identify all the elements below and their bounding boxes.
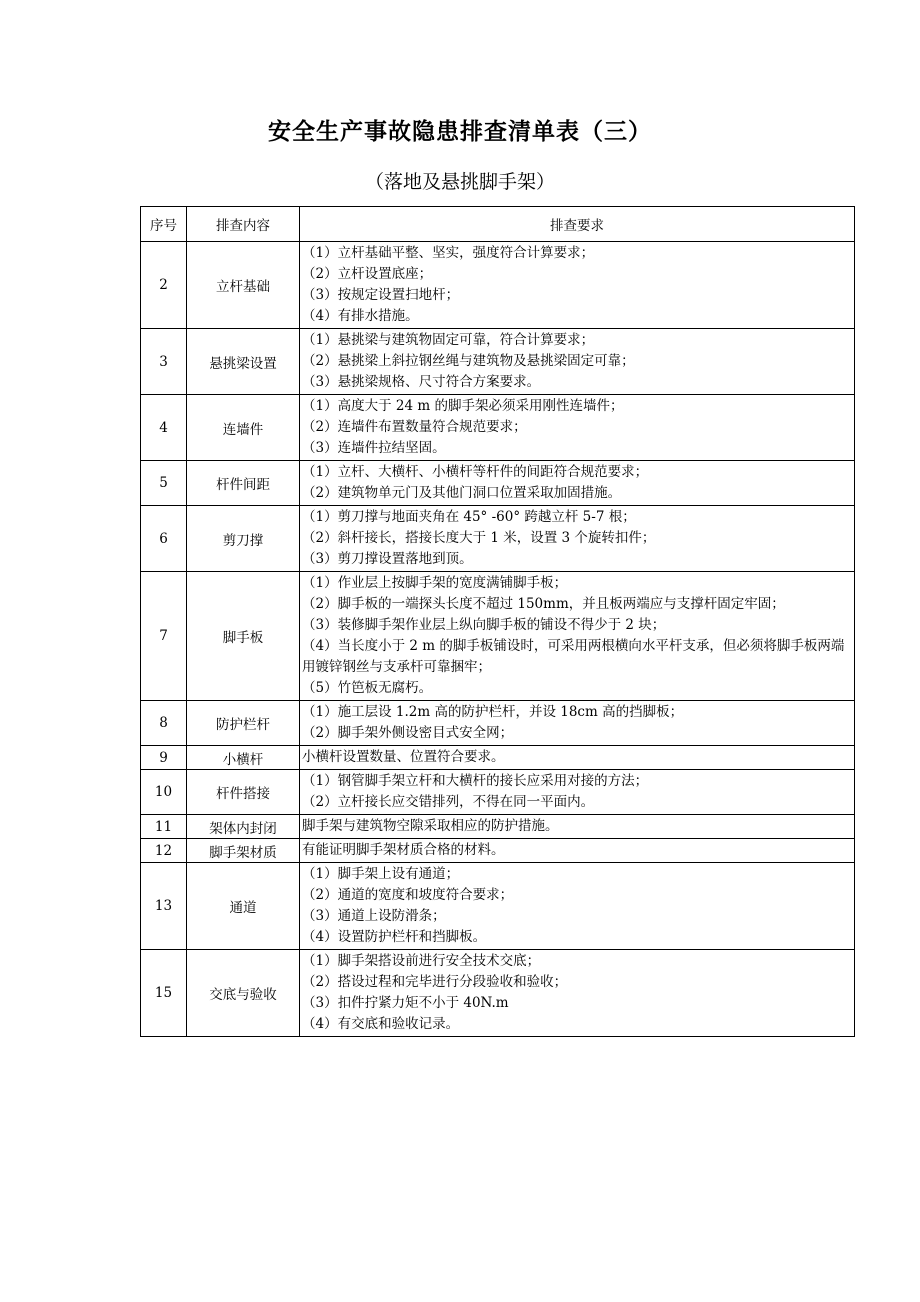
requirements-cell [300,329,855,395]
inspection-item: 脚手板 [187,572,300,701]
requirements-cell [300,950,855,1037]
requirements-cell [300,701,855,746]
requirement-line: （2）斜杆接长，搭接长度大于 1 米，设置 3 个旋转扣件； [302,530,656,546]
inspection-item: 通道 [187,863,300,950]
requirement-line: （4）设置防护栏杆和挡脚板。 [302,929,487,945]
table-row [141,506,855,572]
requirement-line: （2）脚手板的一端探头长度不超过 150mm，并且板两端应与支撑杆固定牢固； [302,596,785,612]
table-row [141,863,855,950]
requirement-line: （1）脚手架上设有通道； [302,866,460,882]
requirement-line: （1）高度大于 24 m 的脚手架必须采用刚性连墙件； [302,398,624,414]
inspection-item: 脚手架材质 [187,839,300,863]
table-row [141,329,855,395]
requirement-line: （2）建筑物单元门及其他门洞口位置采取加固措施。 [302,485,622,501]
requirement-line: （1）立杆基础平整、坚实，强度符合计算要求； [302,245,595,261]
inspection-item: 连墙件 [187,395,300,461]
table-row [141,572,855,701]
requirements-cell [300,770,855,815]
requirement-line: （2）通道的宽度和坡度符合要求； [302,887,514,903]
requirement-line: 小横杆设置数量、位置符合要求。 [302,749,505,765]
table-row [141,746,855,770]
requirement-line: （1）悬挑梁与建筑物固定可靠，符合计算要求； [302,332,595,348]
row-number: 4 [141,395,187,461]
inspection-item: 交底与验收 [187,950,300,1037]
requirement-line: （4）有交底和验收记录。 [302,1016,460,1032]
table-row [141,770,855,815]
requirement-line: （1）剪刀撑与地面夹角在 45° -60° 跨越立杆 5-7 根； [302,509,636,525]
inspection-item: 剪刀撑 [187,506,300,572]
table-row [141,395,855,461]
requirements-cell [300,461,855,506]
inspection-item: 悬挑梁设置 [187,329,300,395]
inspection-item: 防护栏杆 [187,701,300,746]
requirement-line: （1）作业层上按脚手架的宽度满铺脚手板； [302,575,568,591]
requirement-line: （3）装修脚手架作业层上纵向脚手板的铺设不得少于 2 块； [302,617,666,633]
requirement-line: （2）搭设过程和完毕进行分段验收和验收； [302,974,568,990]
inspection-item: 杆件间距 [187,461,300,506]
table-row [141,242,855,329]
header-no: 序号 [141,207,187,242]
row-number: 6 [141,506,187,572]
requirement-line: （3）悬挑梁规格、尺寸符合方案要求。 [302,374,541,390]
requirements-cell [300,746,855,770]
requirements-cell [300,506,855,572]
requirement-line: （4）当长度小于 2 m 的脚手板铺设时，可采用两根横向水平杆支承，但必须将脚手板两端用镀锌钢丝与支承杆可靠捆牢； [302,638,845,675]
table-body [141,242,855,1037]
row-number: 12 [141,839,187,863]
requirement-line: 脚手架与建筑物空隙采取相应的防护措施。 [302,818,559,834]
inspection-item: 小横杆 [187,746,300,770]
requirements-cell [300,572,855,701]
row-number: 11 [141,815,187,839]
header-requirements: 排查要求 [300,207,855,242]
table-header-row [141,207,855,242]
requirement-line: （2）悬挑梁上斜拉钢丝绳与建筑物及悬挑梁固定可靠； [302,353,635,369]
inspection-item: 架体内封闭 [187,815,300,839]
row-number: 3 [141,329,187,395]
requirement-line: （1）脚手架搭设前进行安全技术交底； [302,953,541,969]
requirement-line: （2）立杆设置底座； [302,266,433,282]
table-row [141,815,855,839]
requirement-line: （3）扣件拧紧力矩不小于 40N.m [302,995,509,1011]
table-row [141,701,855,746]
requirement-line: （1）施工层设 1.2m 高的防护栏杆，并设 18cm 高的挡脚板； [302,704,684,720]
inspection-item: 杆件搭接 [187,770,300,815]
row-number: 10 [141,770,187,815]
requirement-line: （1）立杆、大横杆、小横杆等杆件的间距符合规范要求； [302,464,649,480]
requirements-cell [300,395,855,461]
page-subtitle: （落地及悬挑脚手架） [364,171,555,193]
requirement-line: （2）脚手架外侧设密目式安全网； [302,725,514,741]
table-row [141,950,855,1037]
requirements-cell [300,863,855,950]
table-row [141,461,855,506]
requirement-line: （3）按规定设置扫地杆； [302,287,460,303]
requirement-line: （4）有排水措施。 [302,308,419,324]
requirement-line: （5）竹笆板无腐朽。 [302,680,433,696]
header-item: 排查内容 [187,207,300,242]
requirements-cell [300,839,855,863]
requirement-line: 有能证明脚手架材质合格的材料。 [302,842,505,858]
requirement-line: （2）立杆接长应交错排列，不得在同一平面内。 [302,794,595,810]
row-number: 8 [141,701,187,746]
row-number: 13 [141,863,187,950]
row-number: 2 [141,242,187,329]
table-row [141,839,855,863]
requirements-cell [300,815,855,839]
requirement-line: （1）钢管脚手架立杆和大横杆的接长应采用对接的方法； [302,773,649,789]
row-number: 5 [141,461,187,506]
row-number: 15 [141,950,187,1037]
checklist-table [140,206,855,1037]
page-title: 安全生产事故隐患排查清单表（三） [268,119,652,145]
requirements-cell [300,242,855,329]
inspection-item: 立杆基础 [187,242,300,329]
requirement-line: （3）通道上设防滑条； [302,908,446,924]
row-number: 7 [141,572,187,701]
row-number: 9 [141,746,187,770]
requirement-line: （3）连墙件拉结坚固。 [302,440,446,456]
requirement-line: （2）连墙件布置数量符合规范要求； [302,419,527,435]
requirement-line: （3）剪刀撑设置落地到顶。 [302,551,473,567]
